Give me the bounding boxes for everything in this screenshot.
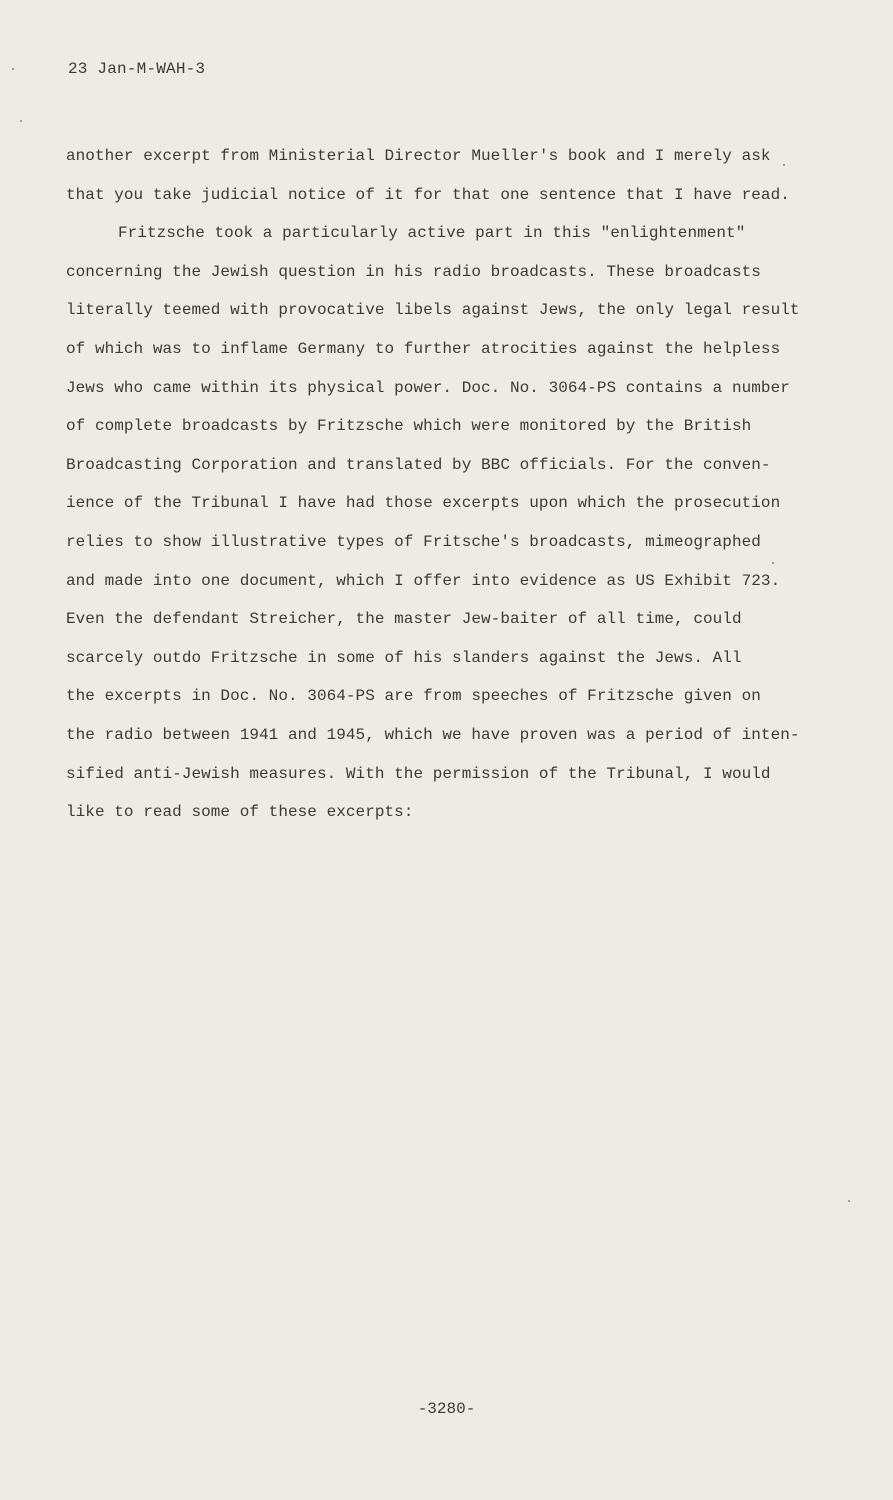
text-line: and made into one document, which I offer into evidence as US Exhibit 723. <box>66 571 781 590</box>
paper-speck <box>772 562 774 564</box>
paper-speck <box>783 164 785 166</box>
text-line: sified anti-Jewish measures. With the permission of the Tribunal, I would <box>66 764 771 783</box>
text-line: the radio between 1941 and 1945, which we have proven was a period of inten- <box>66 725 800 744</box>
text-line: Even the defendant Streicher, the master Jew-baiter of all time, could <box>66 610 742 629</box>
text-line: the excerpts in Doc. No. 3064-PS are from speeches of Fritzsche given on <box>66 687 761 706</box>
text-line: Fritzsche took a particularly active part in this "enlightenment" <box>118 224 746 243</box>
text-line: another excerpt from Ministerial Director Mueller's book and I merely ask <box>66 147 771 165</box>
text-line: that you take judicial notice of it for that one sentence that I have read. <box>66 185 790 204</box>
text-line: relies to show illustrative types of Fritsche's broadcasts, mimeographed <box>66 532 761 551</box>
text-line: ience of the Tribunal I have had those excerpts upon which the prosecution <box>66 494 781 513</box>
document-body <box>66 137 826 832</box>
text-line: literally teemed with provocative libels against Jews, the only legal result <box>66 301 800 320</box>
paper-speck <box>12 68 14 70</box>
text-line: scarcely outdo Fritzsche in some of his slanders against the Jews. All <box>66 648 742 667</box>
text-line: like to read some of these excerpts: <box>66 803 414 822</box>
text-line: concerning the Jewish question in his radio broadcasts. These broadcasts <box>66 262 761 281</box>
text-line: Jews who came within its physical power. Doc. No. 3064-PS contains a number <box>66 378 790 397</box>
text-line: of complete broadcasts by Fritzsche which were monitored by the British <box>66 417 752 436</box>
text-line: Broadcasting Corporation and translated by BBC officials. For the conven- <box>66 455 771 474</box>
paper-speck <box>20 120 22 122</box>
document-header: 23 Jan-M-WAH-3 <box>68 60 206 78</box>
text-line: of which was to inflame Germany to further atrocities against the helpless <box>66 339 781 358</box>
page-number: -3280- <box>417 1400 476 1418</box>
paper-speck <box>848 1200 850 1202</box>
